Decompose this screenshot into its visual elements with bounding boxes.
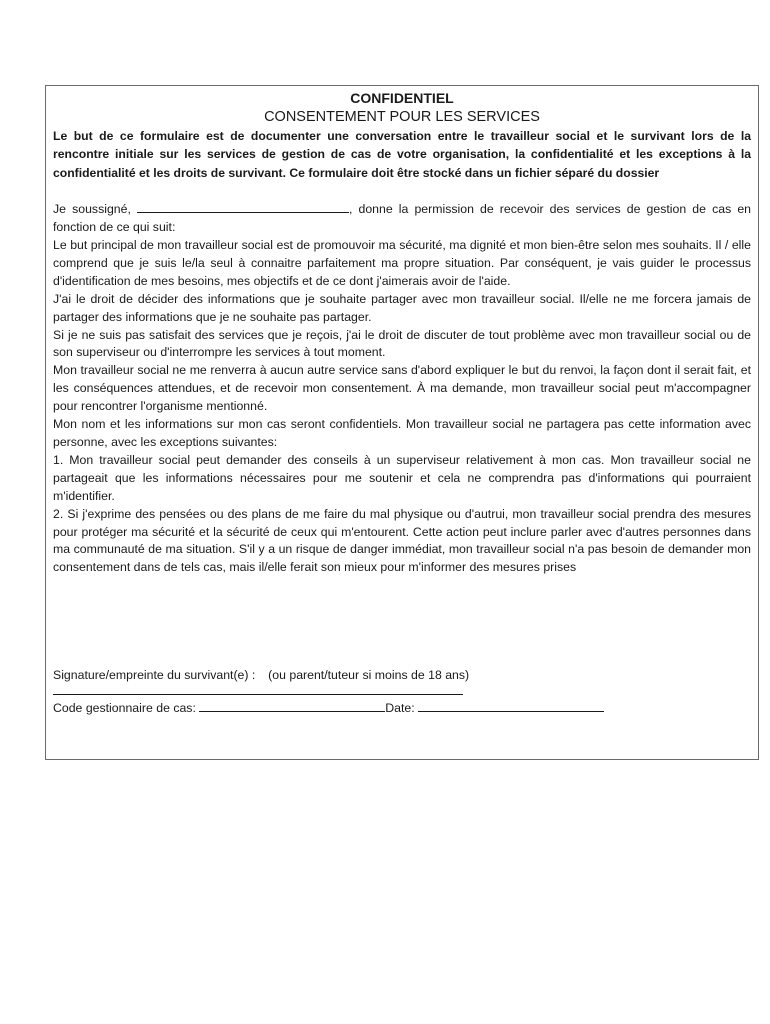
- paragraph-right-to-decide: J'ai le droit de décider des informations que je souhaite partager avec mon travailleur social. Il/elle ne me forcera jamais de partager des informations que je ne souhaite pas partager.: [53, 291, 751, 324]
- case-manager-code-field[interactable]: [199, 699, 385, 712]
- consent-suffix: , donne la permission de recevoir des services de gestion de cas en fonction de ce qui suit:: [53, 202, 752, 235]
- code-label: Code gestionnaire de cas:: [53, 701, 200, 715]
- paragraph-confidentiality: Mon nom et les informations sur mon cas seront confidentiels. Mon travailleur social ne partagera pas cette information avec personne, avec les exceptions suivantes:: [53, 417, 751, 449]
- name-blank-field[interactable]: [137, 200, 349, 213]
- spacer: [53, 182, 751, 200]
- paragraph-exception-2: 2. Si j'exprime des pensées ou des plans de me faire du mal physique ou d'autrui, mon travailleur social prendra des mesures pour protéger ma sécurité et la sécurité de ceux qui m'entourent. Cette action peut inclure parler avec d'autres personnes dans ma communauté de ma situation. S'il y a un risque de danger immédiat, mon travailleur social n'a pas besoin de demander mon consentement dans de tels cas, mais il/elle ferait son mieux pour m'informer des mesures prises: [53, 506, 751, 575]
- form-title: CONSENTEMENT POUR LES SERVICES: [264, 109, 540, 125]
- date-field[interactable]: [418, 699, 604, 712]
- signature-label: Signature/empreinte du survivant(e) :: [53, 668, 256, 682]
- paragraph-goal: Le but principal de mon travailleur social est de promouvoir ma sécurité, ma dignité et mon bien-être selon mes souhaits. Il / elle comprend que je suis le/la seul à connaitre parfaitement ma propre situation. Par conséquent, je vais guider le processus d'identification de mes besoins, mes objectifs et de ce dont j'aimerais avoir de l'aide.: [53, 238, 751, 288]
- code-date-row: [53, 699, 751, 717]
- paragraph-referral: Mon travailleur social ne me renverra à aucun autre service sans d'abord expliquer le but du renvoi, la façon dont il serait fait, et les conséquences attendues, et de recevoir mon consentement. À ma demande, mon travailleur social peut m'accompagner pour rencontrer l'organisme mentionné.: [53, 363, 751, 414]
- consent-prefix: Je soussigné,: [53, 202, 137, 217]
- paragraph-dissatisfaction: Si je ne suis pas satisfait des services que je reçois, j'ai le droit de discuter de tout problème avec mon travailleur social ou de son superviseur ou d'interrompre les services à tout moment.: [53, 327, 751, 360]
- signature-line-field[interactable]: [53, 688, 463, 695]
- signature-note: (ou parent/tuteur si moins de 18 ans): [268, 668, 470, 682]
- consent-form: [45, 85, 759, 760]
- paragraph-exception-1: 1. Mon travailleur social peut demander des conseils à un superviseur relativement à mon cas. Mon travailleur social ne partageait que les informations nécessaires pour me soutenir et cela ne comprendra pas d'informations qui pourraient m'identifier.: [53, 452, 751, 503]
- signature-block: [53, 666, 751, 717]
- form-title-confidential: CONFIDENTIEL: [350, 90, 454, 106]
- signature-row: [53, 666, 751, 684]
- date-label: Date:: [385, 701, 419, 715]
- consent-statement: [53, 200, 751, 237]
- form-intro: Le but de ce formulaire est de documenter une conversation entre le travailleur social et le survivant lors de la rencontre initiale sur les services de gestion de cas de votre organisation, la confidentialité et les exceptions à la confidentialité et les droits de survivant. Ce formulaire doit être stocké dans un fichier séparé du dossier: [53, 129, 751, 180]
